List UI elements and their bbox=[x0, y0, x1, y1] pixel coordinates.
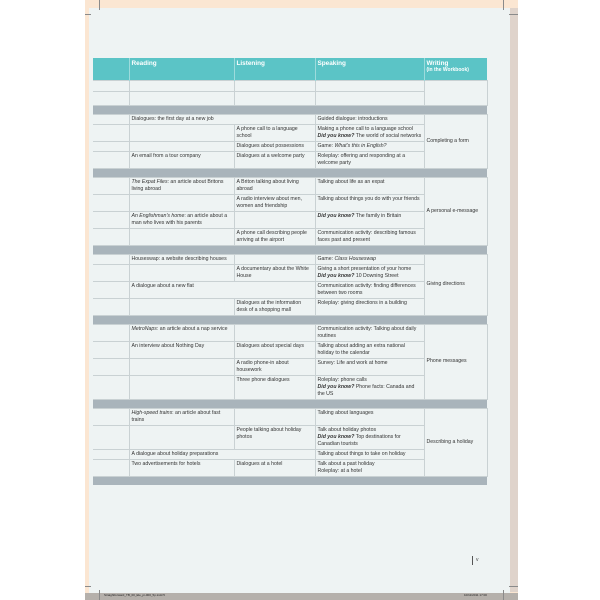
speaking-text: The family in Britain bbox=[354, 212, 402, 219]
listening-cell: Dialogues at a welcome party bbox=[234, 151, 315, 168]
unit-cell bbox=[93, 358, 129, 375]
speaking-line bbox=[318, 384, 422, 398]
speaking-cell bbox=[315, 254, 424, 264]
speaking-line: Survey: Life and work at home bbox=[317, 359, 388, 366]
reading-cell bbox=[129, 281, 315, 298]
reading-cell bbox=[129, 151, 234, 168]
listening-cell bbox=[234, 211, 315, 228]
reading-title: The Expat Files bbox=[131, 178, 168, 185]
reading-text: Dialogues: the first day at a new job bbox=[131, 115, 214, 122]
reading-cell bbox=[129, 298, 234, 315]
speaking-line: Communication activity: Talking about daily routines bbox=[317, 325, 417, 339]
unit-cell bbox=[93, 264, 129, 281]
speaking-line: Talking about things you do with your friends bbox=[317, 195, 420, 202]
speaking-line: Talking about things to take on holiday bbox=[317, 450, 406, 457]
crop-mark bbox=[509, 586, 518, 587]
speaking-text: Top destinations for Canadian tourists bbox=[317, 433, 401, 447]
speaking-cell bbox=[315, 141, 424, 151]
reading-cell bbox=[129, 228, 234, 245]
reading-title: MetroNaps bbox=[131, 325, 157, 332]
unit-separator-band bbox=[93, 245, 487, 254]
reading-text: A dialogue about holiday preparations bbox=[131, 450, 219, 457]
unit-cell bbox=[93, 341, 129, 358]
reading-cell bbox=[129, 177, 234, 194]
table-header-row bbox=[93, 58, 487, 80]
table-row bbox=[93, 177, 487, 194]
page-number: v bbox=[472, 556, 479, 565]
speaking-cell bbox=[315, 324, 424, 341]
unit-separator-band bbox=[93, 315, 487, 324]
speaking-cell bbox=[315, 459, 424, 476]
reading-text: Two advertisements for hotels bbox=[131, 460, 201, 467]
print-slug-timestamp: 10/11/2011 17:00 bbox=[464, 593, 487, 597]
table-row bbox=[93, 324, 487, 341]
reading-title: An Englishman's home bbox=[131, 212, 185, 219]
listening-cell: A radio interview about men, women and friendship bbox=[234, 194, 315, 211]
table-row bbox=[93, 408, 487, 425]
crop-mark bbox=[99, 590, 100, 600]
speaking-cell bbox=[315, 281, 424, 298]
speaking-line: Roleplay: at a hotel bbox=[317, 467, 362, 474]
reading-cell bbox=[129, 408, 234, 425]
reading-text: : an article about fast trains bbox=[131, 409, 221, 423]
writing-cell: Completing a form bbox=[424, 114, 487, 168]
speaking-line: Roleplay: giving directions in a building bbox=[317, 299, 407, 306]
speaking-cell bbox=[315, 298, 424, 315]
listening-cell: Dialogues at the information desk of a shopping mall bbox=[234, 298, 315, 315]
speaking-cell bbox=[315, 375, 424, 399]
did-you-know-label: Did you know? bbox=[317, 433, 355, 440]
speaking-cell bbox=[315, 211, 424, 228]
listening-cell: A phone call describing people arriving at the airport bbox=[234, 228, 315, 245]
speaking-cell bbox=[315, 425, 424, 449]
did-you-know-label: Did you know? bbox=[317, 272, 355, 279]
unit-cell bbox=[93, 151, 129, 168]
unit-cell bbox=[93, 298, 129, 315]
unit-cell bbox=[93, 211, 129, 228]
unit-separator-band bbox=[93, 399, 487, 408]
listening-cell: Three phone dialogues bbox=[234, 375, 315, 399]
speaking-line bbox=[318, 143, 422, 150]
listening-cell: People talking about holiday photos bbox=[234, 425, 315, 449]
speaking-text: Phone facts: Canada and the US bbox=[317, 383, 415, 397]
unit-cell bbox=[93, 254, 129, 264]
unit-cell bbox=[93, 228, 129, 245]
unit-cell bbox=[93, 124, 129, 141]
writing-cell: Giving directions bbox=[424, 254, 487, 315]
listening-cell: A phone call to a language school bbox=[234, 124, 315, 141]
speaking-cell bbox=[315, 264, 424, 281]
speaking-line bbox=[318, 273, 422, 280]
speaking-text: 10 Downing Street bbox=[354, 272, 399, 279]
speaking-text: Game: bbox=[317, 142, 335, 149]
speaking-line: Talk about a past holiday bbox=[317, 460, 375, 467]
speaking-line: Communication activity: describing famous faces past and present bbox=[317, 229, 416, 243]
reading-text: A dialogue about a new flat bbox=[131, 282, 194, 289]
did-you-know-label: Did you know? bbox=[317, 383, 355, 390]
reading-cell bbox=[129, 114, 315, 124]
reading-text: : an article about a nap service bbox=[156, 325, 228, 332]
reading-cell bbox=[129, 264, 234, 281]
speaking-cell bbox=[315, 341, 424, 358]
table-row bbox=[93, 114, 487, 124]
reading-cell bbox=[129, 124, 234, 141]
reading-text: : an article about a man who lives with his parents bbox=[131, 212, 228, 226]
writing-cell: A personal e-message bbox=[424, 177, 487, 245]
unit-cell bbox=[93, 459, 129, 476]
reading-cell bbox=[129, 141, 234, 151]
unit-cell bbox=[93, 281, 129, 298]
writing-cell: Phone messages bbox=[424, 324, 487, 399]
speaking-line: Talking about adding an extra national holiday to the calendar bbox=[317, 342, 405, 356]
unit-cell bbox=[93, 141, 129, 151]
crop-mark bbox=[503, 590, 504, 600]
syllabus-table bbox=[93, 58, 488, 485]
reading-cell bbox=[129, 194, 234, 211]
header-unit bbox=[93, 58, 129, 80]
speaking-line: Talking about life as an expat bbox=[317, 178, 385, 185]
reading-title: High-speed trains bbox=[131, 409, 173, 416]
speaking-line: Guided dialogue: introductions bbox=[317, 115, 388, 122]
speaking-line: Giving a short presentation of your home bbox=[317, 265, 412, 272]
listening-cell bbox=[234, 254, 315, 264]
header-speaking: Speaking bbox=[315, 58, 424, 80]
crop-mark bbox=[503, 0, 504, 10]
speaking-cell bbox=[315, 114, 424, 124]
listening-cell bbox=[234, 324, 315, 341]
crop-mark bbox=[85, 586, 91, 587]
listening-cell: Dialogues about special days bbox=[234, 341, 315, 358]
speaking-cell bbox=[315, 194, 424, 211]
speaking-cell bbox=[315, 124, 424, 141]
reading-cell bbox=[129, 449, 315, 459]
listening-cell bbox=[234, 408, 315, 425]
reading-cell bbox=[129, 324, 234, 341]
reading-cell bbox=[129, 459, 234, 476]
header-writing bbox=[424, 58, 487, 80]
speaking-line: Talking about languages bbox=[317, 409, 374, 416]
unit-cell bbox=[93, 177, 129, 194]
reading-cell bbox=[129, 341, 234, 358]
page-right-edge bbox=[510, 8, 518, 592]
speaking-text: The world of social networks bbox=[354, 132, 422, 139]
speaking-cell bbox=[315, 408, 424, 425]
speaking-title: Class Houseswap bbox=[334, 255, 377, 262]
speaking-cell bbox=[315, 228, 424, 245]
unit-cell bbox=[93, 375, 129, 399]
reading-text: Houseswap: a website describing houses bbox=[131, 255, 227, 262]
header-listening: Listening bbox=[234, 58, 315, 80]
table-row bbox=[93, 254, 487, 264]
speaking-line bbox=[318, 256, 422, 263]
unit-separator-band bbox=[93, 168, 487, 177]
reading-cell bbox=[129, 254, 234, 264]
unit-cell bbox=[93, 194, 129, 211]
speaking-cell bbox=[315, 358, 424, 375]
reading-cell bbox=[129, 358, 234, 375]
unit-cell bbox=[93, 324, 129, 341]
unit-separator-band bbox=[93, 105, 487, 114]
did-you-know-label: Did you know? bbox=[317, 132, 355, 139]
speaking-cell bbox=[315, 177, 424, 194]
listening-cell: A radio phone-in about housework bbox=[234, 358, 315, 375]
unit-separator-band bbox=[93, 476, 487, 485]
header-reading: Reading bbox=[129, 58, 234, 80]
header-writing-title: Writing bbox=[426, 60, 449, 67]
reading-text: : an article about Britons living abroad bbox=[131, 178, 224, 192]
reading-text: An interview about Nothing Day bbox=[131, 342, 205, 349]
speaking-title: What's this in English? bbox=[334, 142, 387, 149]
speaking-line: Roleplay: phone calls bbox=[317, 376, 367, 383]
crop-mark bbox=[99, 0, 100, 10]
listening-cell: A Briton talking about living abroad bbox=[234, 177, 315, 194]
unit-cell bbox=[93, 408, 129, 425]
print-slug-filename: Straightforward_TB_00_Ele_pi-000_5p.indd 5 bbox=[104, 593, 165, 597]
blank-row bbox=[93, 80, 487, 91]
reading-cell bbox=[129, 375, 234, 399]
crop-mark bbox=[509, 14, 518, 15]
speaking-text: Game: bbox=[317, 255, 335, 262]
speaking-line bbox=[318, 434, 422, 448]
speaking-line bbox=[318, 213, 422, 220]
reading-cell bbox=[129, 211, 234, 228]
speaking-line: Making a phone call to a language school bbox=[317, 125, 413, 132]
writing-cell: Describing a holiday bbox=[424, 408, 487, 476]
header-writing-subtitle: (in the Workbook) bbox=[426, 67, 469, 73]
speaking-cell bbox=[315, 151, 424, 168]
speaking-cell bbox=[315, 449, 424, 459]
unit-cell bbox=[93, 425, 129, 449]
speaking-line: Roleplay: offering and responding at a welcome party bbox=[317, 152, 406, 166]
did-you-know-label: Did you know? bbox=[317, 212, 355, 219]
crop-mark bbox=[85, 14, 91, 15]
speaking-line: Talk about holiday photos bbox=[317, 426, 377, 433]
listening-cell: Dialogues at a hotel bbox=[234, 459, 315, 476]
listening-cell: Dialogues about possessions bbox=[234, 141, 315, 151]
listening-cell: A documentary about the White House bbox=[234, 264, 315, 281]
reading-text: An email from a tour company bbox=[131, 152, 201, 159]
unit-cell bbox=[93, 114, 129, 124]
reading-cell bbox=[129, 425, 234, 449]
speaking-line bbox=[318, 133, 422, 140]
speaking-line: Communication activity: finding differences between two rooms bbox=[317, 282, 416, 296]
unit-cell bbox=[93, 449, 129, 459]
